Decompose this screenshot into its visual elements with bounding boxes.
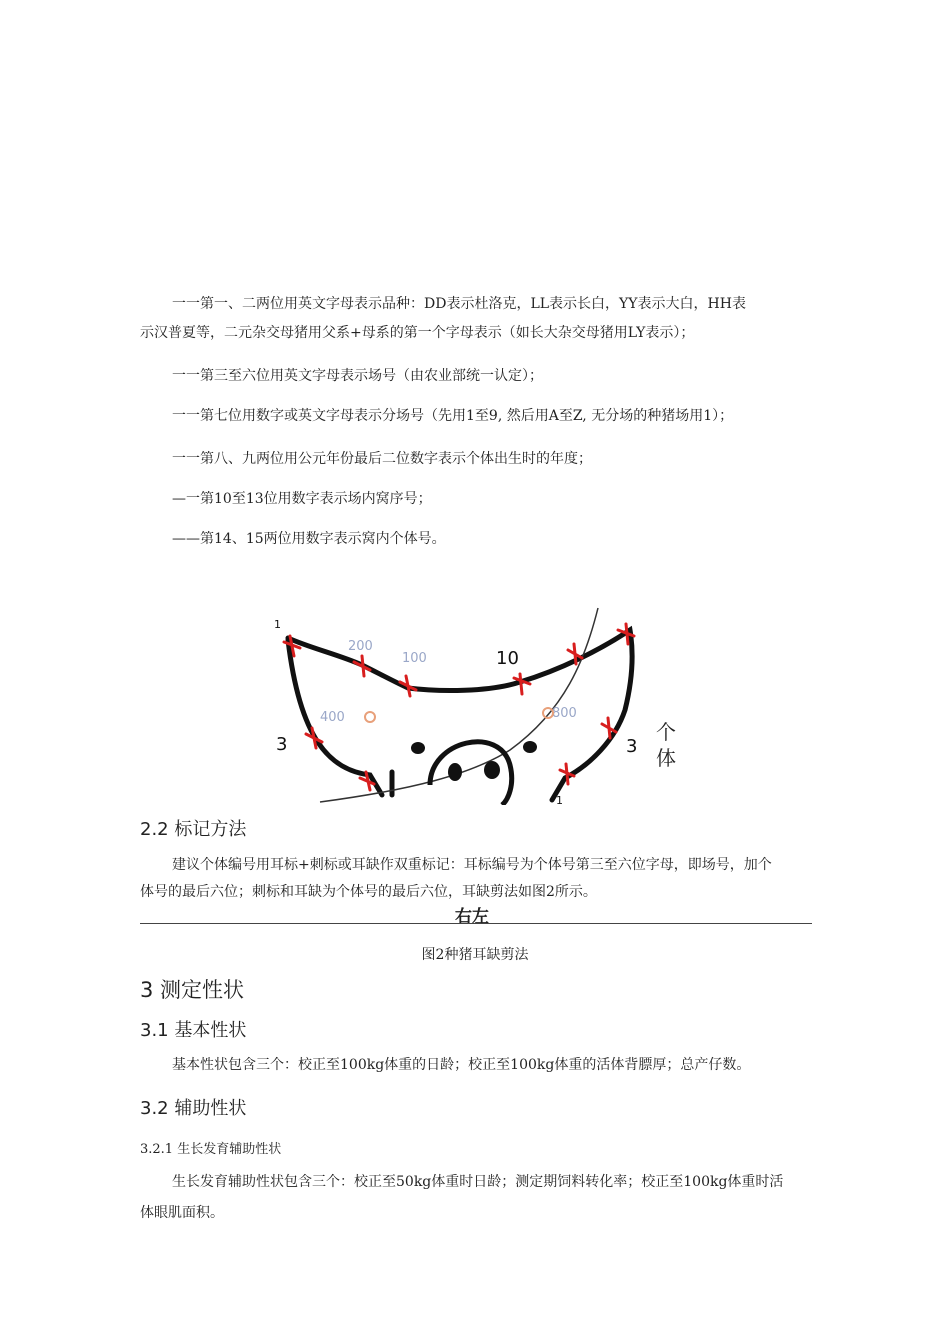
faded-label-800: 800 [552, 706, 577, 721]
pig-left-nostril [448, 763, 462, 781]
figure-divider-line [140, 923, 812, 924]
label-left-3: 3 [276, 734, 288, 755]
section-2-2-line1: 建议个体编号用耳标+刺标或耳缺作双重标记：耳标编号为个体号第三至六位字母，即场号，加个 [172, 857, 772, 873]
section-3-2-1-title: 3.2.1 生长发育辅助性状 [140, 1142, 282, 1157]
faded-label-200: 200 [348, 639, 373, 654]
figure-right-left-label: 右左 [455, 907, 489, 927]
pig-right-nostril [484, 761, 500, 779]
ear-notch-diagram [270, 600, 690, 805]
label-ten: 10 [496, 648, 519, 669]
label-top-left-1: 1 [274, 618, 281, 631]
paragraph-birth-year: 一一第八、九两位用公元年份最后二位数字表示个体出生时的年度； [172, 451, 592, 467]
section-3-1-text: 基本性状包含三个：校正至100kg体重的日龄；校正至100kg体重的活体背膘厚；总产仔数。 [172, 1057, 751, 1073]
pig-right-eye [523, 741, 537, 753]
figure-side-char-1: 个 [656, 720, 676, 744]
section-3-title: 3 测定性状 [140, 978, 245, 1002]
paragraph-breed-line2: 示汉普夏等，二元杂交母猪用父系+母系的第一个字母表示（如长大杂交母猪用LY表示）； [140, 325, 695, 341]
section-3-2-title: 3.2 辅助性状 [140, 1098, 247, 1119]
faded-label-100: 100 [402, 651, 427, 666]
faded-label-400: 400 [320, 710, 345, 725]
ear-notch-figure [270, 600, 690, 805]
section-3-1-title: 3.1 基本性状 [140, 1020, 247, 1041]
paragraph-litter-number: —一第10至13位用数字表示场内窝序号； [172, 491, 432, 507]
section-2-2-title: 2.2 标记方法 [140, 819, 247, 840]
paragraph-individual-number: ——第14、15两位用数字表示窝内个体号。 [172, 531, 446, 547]
section-3-2-1-line2: 体眼肌面积。 [140, 1205, 224, 1221]
figure-caption: 图2种猪耳缺剪法 [421, 947, 529, 963]
section-2-2-line2: 体号的最后六位；刺标和耳缺为个体号的最后六位，耳缺剪法如图2所示。 [140, 884, 597, 900]
label-right-3: 3 [626, 736, 638, 757]
paragraph-branch-code: 一一第七位用数字或英文字母表示分场号（先用1至9, 然后用A至Z, 无分场的种猪场用1）； [172, 408, 734, 424]
faded-orange-dot [365, 712, 375, 722]
section-3-2-1-line1: 生长发育辅助性状包含三个：校正至50kg体重时日龄；测定期饲料转化率；校正至100kg体重时活 [172, 1174, 784, 1190]
figure-side-char-2: 体 [656, 746, 676, 770]
pig-left-eye [411, 742, 425, 754]
label-bottom-1: 1 [556, 794, 563, 805]
paragraph-farm-code: 一一第三至六位用英文字母表示场号（由农业部统一认定）； [172, 368, 543, 384]
pig-snout [430, 742, 512, 805]
paragraph-breed-line1: 一一第一、二两位用英文字母表示品种：DD表示杜洛克，LL表示长白，YY表示大白，HH表 [172, 296, 746, 312]
